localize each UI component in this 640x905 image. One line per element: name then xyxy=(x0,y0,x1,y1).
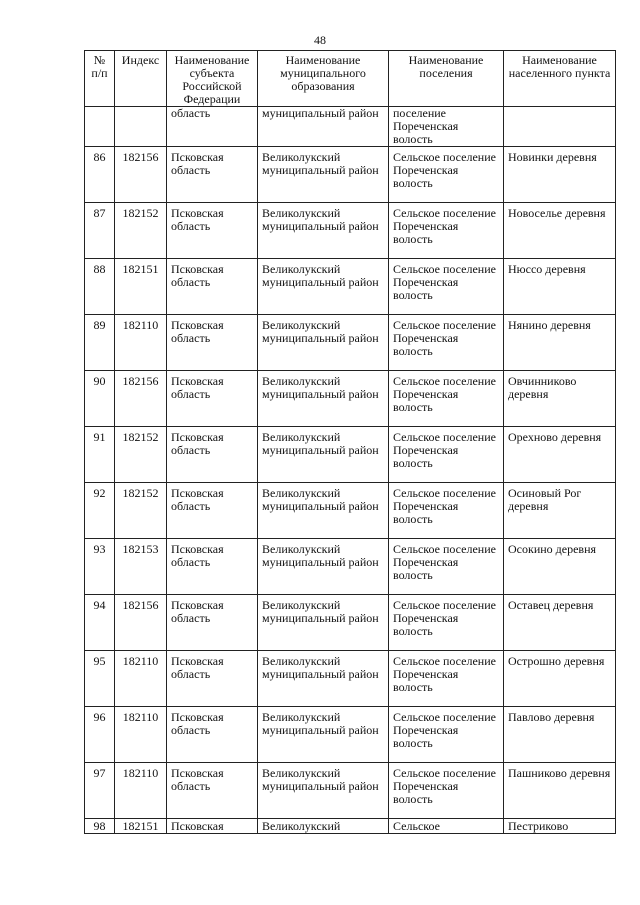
cell-municipality: Великолукский муниципальный район xyxy=(258,763,389,819)
cell-municipality: Великолукский xyxy=(258,819,389,834)
cell-subject: Псковская область xyxy=(167,259,258,315)
cell-settlement: Сельское поселение Пореченская волость xyxy=(389,763,504,819)
header-number: № п/п xyxy=(85,51,115,107)
cell-municipality: Великолукский муниципальный район xyxy=(258,371,389,427)
cell-index: 182151 xyxy=(115,259,167,315)
cell-number: 86 xyxy=(85,147,115,203)
cell-municipality: Великолукский муниципальный район xyxy=(258,315,389,371)
cell-settlement: поселение Пореченская волость xyxy=(389,107,504,147)
cell-settlement: Сельское поселение Пореченская волость xyxy=(389,203,504,259)
cell-number: 91 xyxy=(85,427,115,483)
cell-index: 182110 xyxy=(115,763,167,819)
cell-settlement: Сельское поселение Пореченская волость xyxy=(389,259,504,315)
cell-locality xyxy=(504,107,616,147)
cell-subject: Псковская область xyxy=(167,203,258,259)
cell-settlement: Сельское поселение Пореченская волость xyxy=(389,595,504,651)
cell-locality: Нянино деревня xyxy=(504,315,616,371)
cell-index: 182152 xyxy=(115,203,167,259)
cell-index: 182156 xyxy=(115,371,167,427)
cell-settlement: Сельское поселение Пореченская волость xyxy=(389,539,504,595)
table-row xyxy=(85,707,616,763)
cell-number: 89 xyxy=(85,315,115,371)
cell-locality: Осокино деревня xyxy=(504,539,616,595)
cell-settlement: Сельское поселение Пореченская волость xyxy=(389,315,504,371)
cell-index: 182110 xyxy=(115,315,167,371)
cell-settlement: Сельское поселение Пореченская волость xyxy=(389,427,504,483)
table-row xyxy=(85,483,616,539)
cell-municipality: муниципальный район xyxy=(258,107,389,147)
cell-number: 92 xyxy=(85,483,115,539)
cell-settlement: Сельское xyxy=(389,819,504,834)
cell-number: 87 xyxy=(85,203,115,259)
table-row xyxy=(85,539,616,595)
cell-subject: Псковская область xyxy=(167,371,258,427)
cell-locality: Павлово деревня xyxy=(504,707,616,763)
cell-locality: Овчинниково деревня xyxy=(504,371,616,427)
cell-settlement: Сельское поселение Пореченская волость xyxy=(389,483,504,539)
cell-number: 96 xyxy=(85,707,115,763)
cell-locality: Пестриково xyxy=(504,819,616,834)
cell-subject: Псковская область xyxy=(167,147,258,203)
table-row xyxy=(85,259,616,315)
cell-number: 88 xyxy=(85,259,115,315)
table-header-row xyxy=(85,51,616,107)
cell-subject: Псковская область xyxy=(167,427,258,483)
cell-subject: Псковская область xyxy=(167,483,258,539)
cell-municipality: Великолукский муниципальный район xyxy=(258,427,389,483)
cell-subject: Псковская область xyxy=(167,539,258,595)
cell-subject: область xyxy=(167,107,258,147)
table-row xyxy=(85,315,616,371)
cell-municipality: Великолукский муниципальный район xyxy=(258,259,389,315)
cell-locality: Нюссо деревня xyxy=(504,259,616,315)
cell-locality: Новинки деревня xyxy=(504,147,616,203)
cell-index: 182110 xyxy=(115,707,167,763)
cell-index: 182153 xyxy=(115,539,167,595)
cell-index: 182156 xyxy=(115,595,167,651)
cell-settlement: Сельское поселение Пореченская волость xyxy=(389,707,504,763)
cell-subject: Псковская xyxy=(167,819,258,834)
cell-subject: Псковская область xyxy=(167,763,258,819)
cell-subject: Псковская область xyxy=(167,595,258,651)
cell-settlement: Сельское поселение Пореченская волость xyxy=(389,147,504,203)
cell-subject: Псковская область xyxy=(167,315,258,371)
table-row xyxy=(85,595,616,651)
cell-subject: Псковская область xyxy=(167,707,258,763)
cell-index xyxy=(115,107,167,147)
cell-locality: Новоселье деревня xyxy=(504,203,616,259)
cell-index: 182156 xyxy=(115,147,167,203)
header-municipality: Наименование муниципального образования xyxy=(258,51,389,107)
table-row xyxy=(85,147,616,203)
cell-index: 182152 xyxy=(115,427,167,483)
table-row xyxy=(85,819,616,834)
header-subject: Наименование субъекта Российской Федерации xyxy=(167,51,258,107)
cell-municipality: Великолукский муниципальный район xyxy=(258,707,389,763)
table-row xyxy=(85,203,616,259)
cell-index: 182110 xyxy=(115,651,167,707)
header-locality: Наименование населенного пункта xyxy=(504,51,616,107)
cell-municipality: Великолукский муниципальный район xyxy=(258,595,389,651)
table-row xyxy=(85,651,616,707)
cell-municipality: Великолукский муниципальный район xyxy=(258,147,389,203)
table-row xyxy=(85,371,616,427)
cell-locality: Оставец деревня xyxy=(504,595,616,651)
continuation-row xyxy=(85,107,616,147)
cell-municipality: Великолукский муниципальный район xyxy=(258,203,389,259)
cell-number: 97 xyxy=(85,763,115,819)
cell-municipality: Великолукский муниципальный район xyxy=(258,483,389,539)
cell-number: 90 xyxy=(85,371,115,427)
cell-number: 94 xyxy=(85,595,115,651)
cell-locality: Пашниково деревня xyxy=(504,763,616,819)
header-settlement: Наименование поселения xyxy=(389,51,504,107)
cell-number: 95 xyxy=(85,651,115,707)
cell-municipality: Великолукский муниципальный район xyxy=(258,651,389,707)
table-row xyxy=(85,427,616,483)
cell-index: 182151 xyxy=(115,819,167,834)
cell-number xyxy=(85,107,115,147)
cell-municipality: Великолукский муниципальный район xyxy=(258,539,389,595)
cell-locality: Осиновый Рог деревня xyxy=(504,483,616,539)
cell-number: 93 xyxy=(85,539,115,595)
table-row xyxy=(85,763,616,819)
cell-subject: Псковская область xyxy=(167,651,258,707)
cell-settlement: Сельское поселение Пореченская волость xyxy=(389,651,504,707)
header-index: Индекс xyxy=(115,51,167,107)
cell-settlement: Сельское поселение Пореченская волость xyxy=(389,371,504,427)
localities-table xyxy=(84,50,616,834)
cell-number: 98 xyxy=(85,819,115,834)
page-number: 48 xyxy=(314,33,326,47)
cell-locality: Острошно деревня xyxy=(504,651,616,707)
cell-index: 182152 xyxy=(115,483,167,539)
cell-locality: Орехново деревня xyxy=(504,427,616,483)
